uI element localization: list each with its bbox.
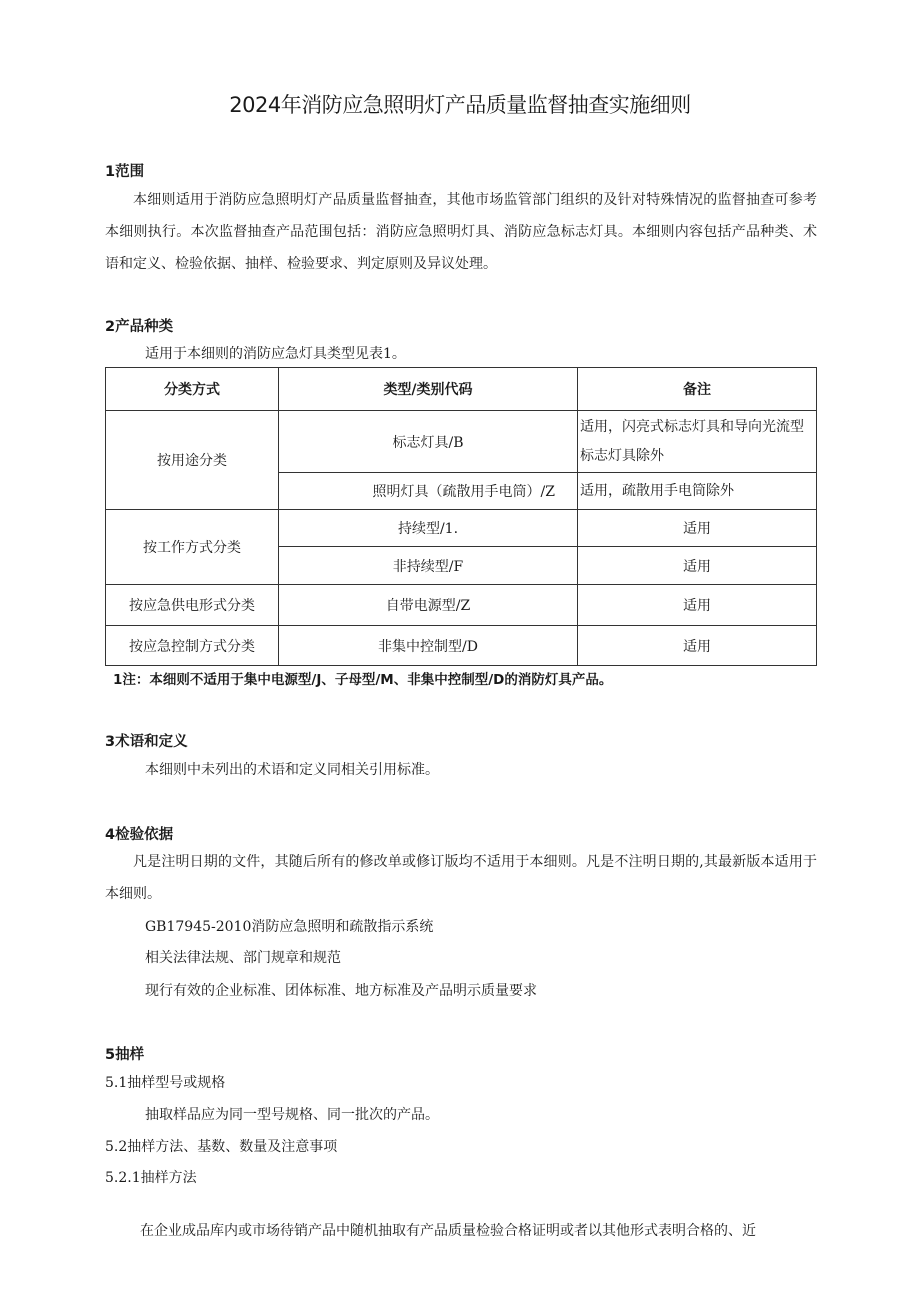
subsection-5-1: 5.1抽样型号或规格 [105, 1075, 226, 1091]
section-2-heading: 2产品种类 [105, 319, 174, 335]
table-footnote: 1注：本细则不适用于集中电源型/J、子母型/M、非集中控制型/D的消防灯具产品。 [113, 672, 613, 688]
table-cell-category: 按工作方式分类 [106, 510, 279, 585]
table-cell-note: 适用 [578, 626, 817, 666]
table-cell-type: 标志灯具/B [279, 411, 578, 473]
table-cell-note: 适用 [578, 547, 817, 585]
table-cell-note: 适用 [578, 510, 817, 547]
table-cell-type: 非集中控制型/D [279, 626, 578, 666]
section-3-paragraph: 本细则中未列出的术语和定义同相关引用标准。 [145, 762, 439, 778]
table-cell-type: 自带电源型/Z [279, 585, 578, 626]
document-title: 2024年消防应急照明灯产品质量监督抽查实施细则 [229, 93, 691, 117]
section-5-heading: 5抽样 [105, 1047, 145, 1063]
subsection-5-1-paragraph: 抽取样品应为同一型号规格、同一批次的产品。 [145, 1107, 439, 1123]
subsection-5-2-1: 5.2.1抽样方法 [105, 1170, 197, 1186]
section-3-heading: 3术语和定义 [105, 734, 188, 750]
table-header-note: 备注 [578, 368, 817, 411]
table-header-type: 类型/类别代码 [279, 368, 578, 411]
section-4-paragraph: 凡是注明日期的文件，其随后所有的修改单或修订版均不适用于本细则。凡是不注明日期的,其最新版本适用于本细则。 [105, 854, 817, 902]
table-cell-note: 适用 [578, 585, 817, 626]
table-cell-type: 持续型/1. [279, 510, 578, 547]
table-cell-type: 照明灯具（疏散用手电筒）/Z [279, 473, 578, 510]
table-cell-note: 适用，疏散用手电筒除外 [578, 473, 817, 510]
section-4-heading: 4检验依据 [105, 827, 174, 843]
reference-standard: GB17945-2010消防应急照明和疏散指示系统 [145, 919, 434, 935]
section-1-heading: 1范围 [105, 164, 145, 180]
table-cell-category: 按用途分类 [106, 411, 279, 510]
reference-laws: 相关法律法规、部门规章和规范 [145, 950, 341, 966]
table-row [106, 411, 817, 473]
product-type-table [105, 367, 817, 666]
table-intro: 适用于本细则的消防应急灯具类型见表1。 [145, 346, 406, 362]
section-1-paragraph: 本细则适用于消防应急照明灯产品质量监督抽查，其他市场监管部门组织的及针对特殊情况的监督抽查可参考本细则执行。本次监督抽查产品范围包括：消防应急照明灯具、消防应急标志灯具。本细则内容包括产品种类、术语和定义、检验依据、抽样、检验要求、判定原则及异议处理。 [105, 192, 817, 272]
table-cell-note: 适用，闪亮式标志灯具和导向光流型标志灯具除外 [578, 411, 817, 473]
table-row [106, 510, 817, 547]
table-cell-type: 非持续型/F [279, 547, 578, 585]
reference-enterprise-standards: 现行有效的企业标准、团体标准、地方标准及产品明示质量要求 [145, 983, 537, 999]
subsection-5-2-1-paragraph: 在企业成品库内或市场待销产品中随机抽取有产品质量检验合格证明或者以其他形式表明合格的、近 [140, 1223, 756, 1239]
table-cell-category: 按应急控制方式分类 [106, 626, 279, 666]
table-header-category: 分类方式 [106, 368, 279, 411]
table-row [106, 626, 817, 666]
table-header-row [106, 368, 817, 411]
subsection-5-2: 5.2抽样方法、基数、数量及注意事项 [105, 1139, 338, 1155]
table-row [106, 585, 817, 626]
table-cell-category: 按应急供电形式分类 [106, 585, 279, 626]
